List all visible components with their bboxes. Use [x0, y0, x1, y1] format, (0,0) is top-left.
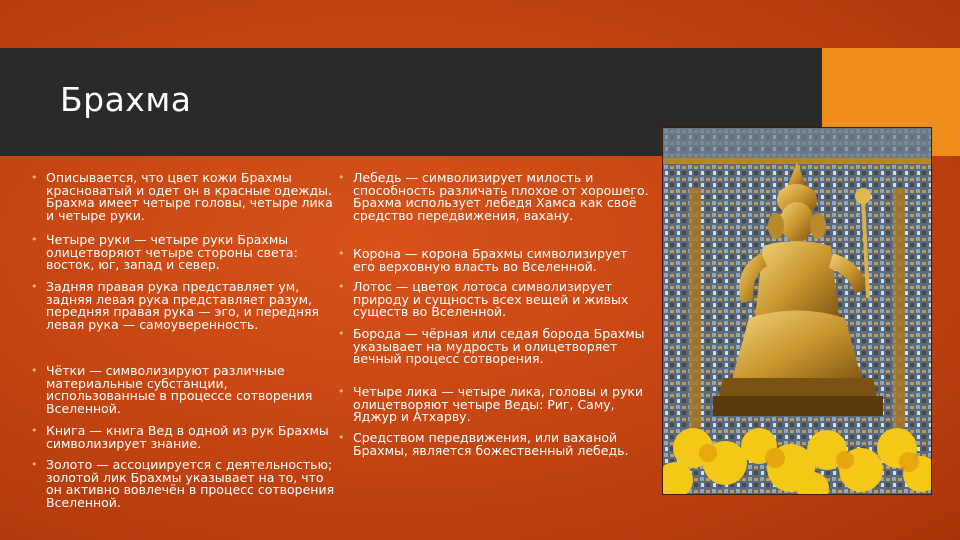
bullet-text: Средством передвижения, или ваханой Брахмы, является божественный лебедь.: [353, 430, 629, 458]
bullet-icon: •: [31, 280, 38, 293]
bullet-text: Книга — книга Вед в одной из рук Брахмы символизирует знание.: [46, 423, 329, 451]
brahma-statue-photo: [662, 127, 932, 495]
bullet-icon: •: [338, 327, 345, 340]
bullet-text: Лебедь — символизирует милость и способность различать плохое от хорошего. Брахма использует лебедя Хамса как своё средство передвижения, вахану.: [353, 170, 649, 223]
right-bullet-list: [335, 172, 653, 457]
bullet-icon: •: [338, 385, 345, 398]
bullet-text: Чётки — символизируют различные материальные субстанции, использованные в процессе сотворения Вселенной.: [46, 363, 313, 416]
list-item: [28, 172, 336, 234]
list-item: [335, 172, 653, 248]
bullet-text: Задняя правая рука представляет ум, задняя левая рука представляет разум, передняя правая рука — эго, и передняя левая рука — самоуверенность.: [46, 279, 320, 332]
bullet-icon: •: [338, 431, 345, 444]
list-item: [28, 234, 336, 281]
bullet-text: Четыре лика — четыре лика, головы и руки олицетворяют четыре Веды: Риг, Саму, Яджур и Атхарву.: [353, 384, 644, 424]
bullet-text: Описывается, что цвет кожи Брахмы красноватый и одет он в красные одежды. Брахма имеет четыре головы, четыре лика и четыре руки.: [46, 170, 333, 223]
bullet-icon: •: [31, 458, 38, 471]
list-item: [335, 432, 653, 457]
list-item: [28, 281, 336, 365]
bullet-icon: •: [31, 364, 38, 377]
list-item: [335, 386, 653, 432]
list-item: [28, 365, 336, 425]
bullet-icon: •: [338, 247, 345, 260]
bullet-text: Корона — корона Брахмы символизирует его верховную власть во Вселенной.: [353, 246, 628, 274]
bullet-text: Лотос — цветок лотоса символизирует природу и сущность всех вещей и живых существ во Вселенной.: [353, 279, 629, 319]
list-item: [335, 248, 653, 281]
bullet-icon: •: [31, 171, 38, 184]
left-bullet-list: [28, 172, 336, 509]
bullet-icon: •: [338, 171, 345, 184]
list-item: [28, 425, 336, 459]
bullet-icon: •: [338, 280, 345, 293]
bullet-text: Четыре руки — четыре руки Брахмы олицетворяют четыре стороны света: восток, юг, запад и север.: [46, 232, 298, 272]
list-item: [335, 281, 653, 328]
list-item: [335, 328, 653, 386]
slide-title: Брахма: [60, 80, 192, 119]
bullet-text: Золото — ассоциируется с деятельностью; золотой лик Брахмы указывает на то, что он активно вовлечён в процесс сотворения Вселенной.: [46, 457, 335, 510]
list-item: [28, 459, 336, 509]
bullet-icon: •: [31, 424, 38, 437]
bullet-text: Борода — чёрная или седая борода Брахмы указывает на мудрость и олицетворяет вечный процесс сотворения.: [353, 326, 645, 366]
bullet-icon: •: [31, 233, 38, 246]
